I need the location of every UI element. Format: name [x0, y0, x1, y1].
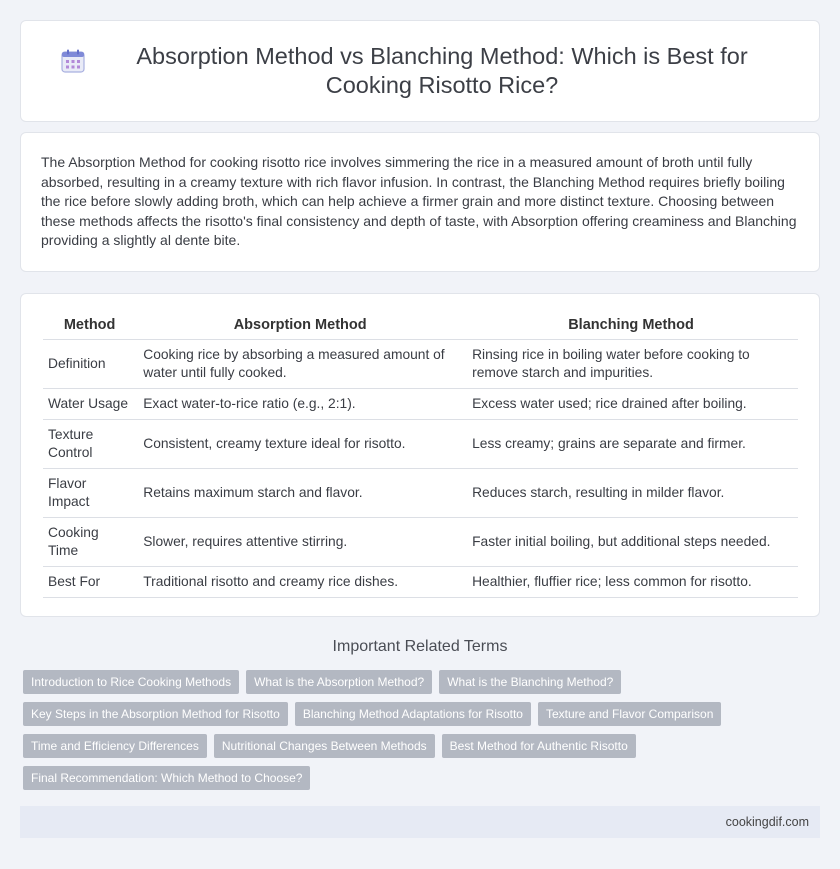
related-tag[interactable]: Best Method for Authentic Risotto	[442, 734, 636, 758]
related-tag[interactable]: Final Recommendation: Which Method to Choose?	[23, 766, 310, 790]
summary-card	[20, 132, 820, 272]
comparison-table	[43, 311, 798, 598]
table-cell: Rinsing rice in boiling water before cooking to remove starch and impurities.	[464, 340, 798, 389]
table-cell: Water Usage	[43, 389, 136, 420]
table-header-method: Method	[43, 311, 136, 340]
comparison-table-card	[20, 293, 820, 617]
summary-text: The Absorption Method for cooking risotto rice involves simmering the rice in a measured amount of broth until fully absorbed, resulting in a creamy texture with rich flavor infusion. In contrast, the Blanching Method requires briefly boiling the rice before slowly adding broth, which can help achieve a firmer grain and more distinct texture. Choosing between these methods affects the risotto's final consistency and depth of taste, with Absorption offering creaminess and Blanching providing a slightly al dente bite.	[41, 154, 797, 248]
related-tag[interactable]: Nutritional Changes Between Methods	[214, 734, 435, 758]
table-row	[43, 518, 798, 567]
table-cell: Faster initial boiling, but additional steps needed.	[464, 518, 798, 567]
table-cell: Retains maximum starch and flavor.	[136, 469, 464, 518]
related-terms-tags	[23, 670, 823, 798]
related-tag[interactable]: Blanching Method Adaptations for Risotto	[295, 702, 531, 726]
table-cell: Flavor Impact	[43, 469, 136, 518]
table-cell: Cooking Time	[43, 518, 136, 567]
footer	[20, 806, 820, 838]
related-tag[interactable]: Time and Efficiency Differences	[23, 734, 207, 758]
table-cell: Less creamy; grains are separate and firmer.	[464, 420, 798, 469]
calendar-icon	[60, 48, 86, 74]
table-cell: Excess water used; rice drained after boiling.	[464, 389, 798, 420]
table-cell: Slower, requires attentive stirring.	[136, 518, 464, 567]
related-terms-title: Important Related Terms	[332, 638, 508, 655]
footer-site-link[interactable]: cookingdif.com	[725, 815, 809, 829]
page-title: Absorption Method vs Blanching Method: Which is Best for Cooking Risotto Rice?	[136, 43, 748, 98]
table-row	[43, 469, 798, 518]
table-header-blanching: Blanching Method	[464, 311, 798, 340]
table-cell: Healthier, fluffier rice; less common for risotto.	[464, 567, 798, 598]
related-tag[interactable]: Introduction to Rice Cooking Methods	[23, 670, 239, 694]
related-tag[interactable]: Key Steps in the Absorption Method for Risotto	[23, 702, 288, 726]
related-tag[interactable]: What is the Blanching Method?	[439, 670, 621, 694]
related-tag[interactable]: Texture and Flavor Comparison	[538, 702, 721, 726]
header-card	[20, 20, 820, 122]
table-header-absorption: Absorption Method	[136, 311, 464, 340]
table-cell: Texture Control	[43, 420, 136, 469]
table-cell: Exact water-to-rice ratio (e.g., 2:1).	[136, 389, 464, 420]
related-tag[interactable]: What is the Absorption Method?	[246, 670, 432, 694]
table-row	[43, 340, 798, 389]
table-cell: Definition	[43, 340, 136, 389]
table-cell: Traditional risotto and creamy rice dishes.	[136, 567, 464, 598]
table-cell: Reduces starch, resulting in milder flavor.	[464, 469, 798, 518]
table-cell: Best For	[43, 567, 136, 598]
table-cell: Consistent, creamy texture ideal for risotto.	[136, 420, 464, 469]
table-row	[43, 420, 798, 469]
table-row	[43, 567, 798, 598]
table-cell: Cooking rice by absorbing a measured amount of water until fully cooked.	[136, 340, 464, 389]
table-row	[43, 389, 798, 420]
